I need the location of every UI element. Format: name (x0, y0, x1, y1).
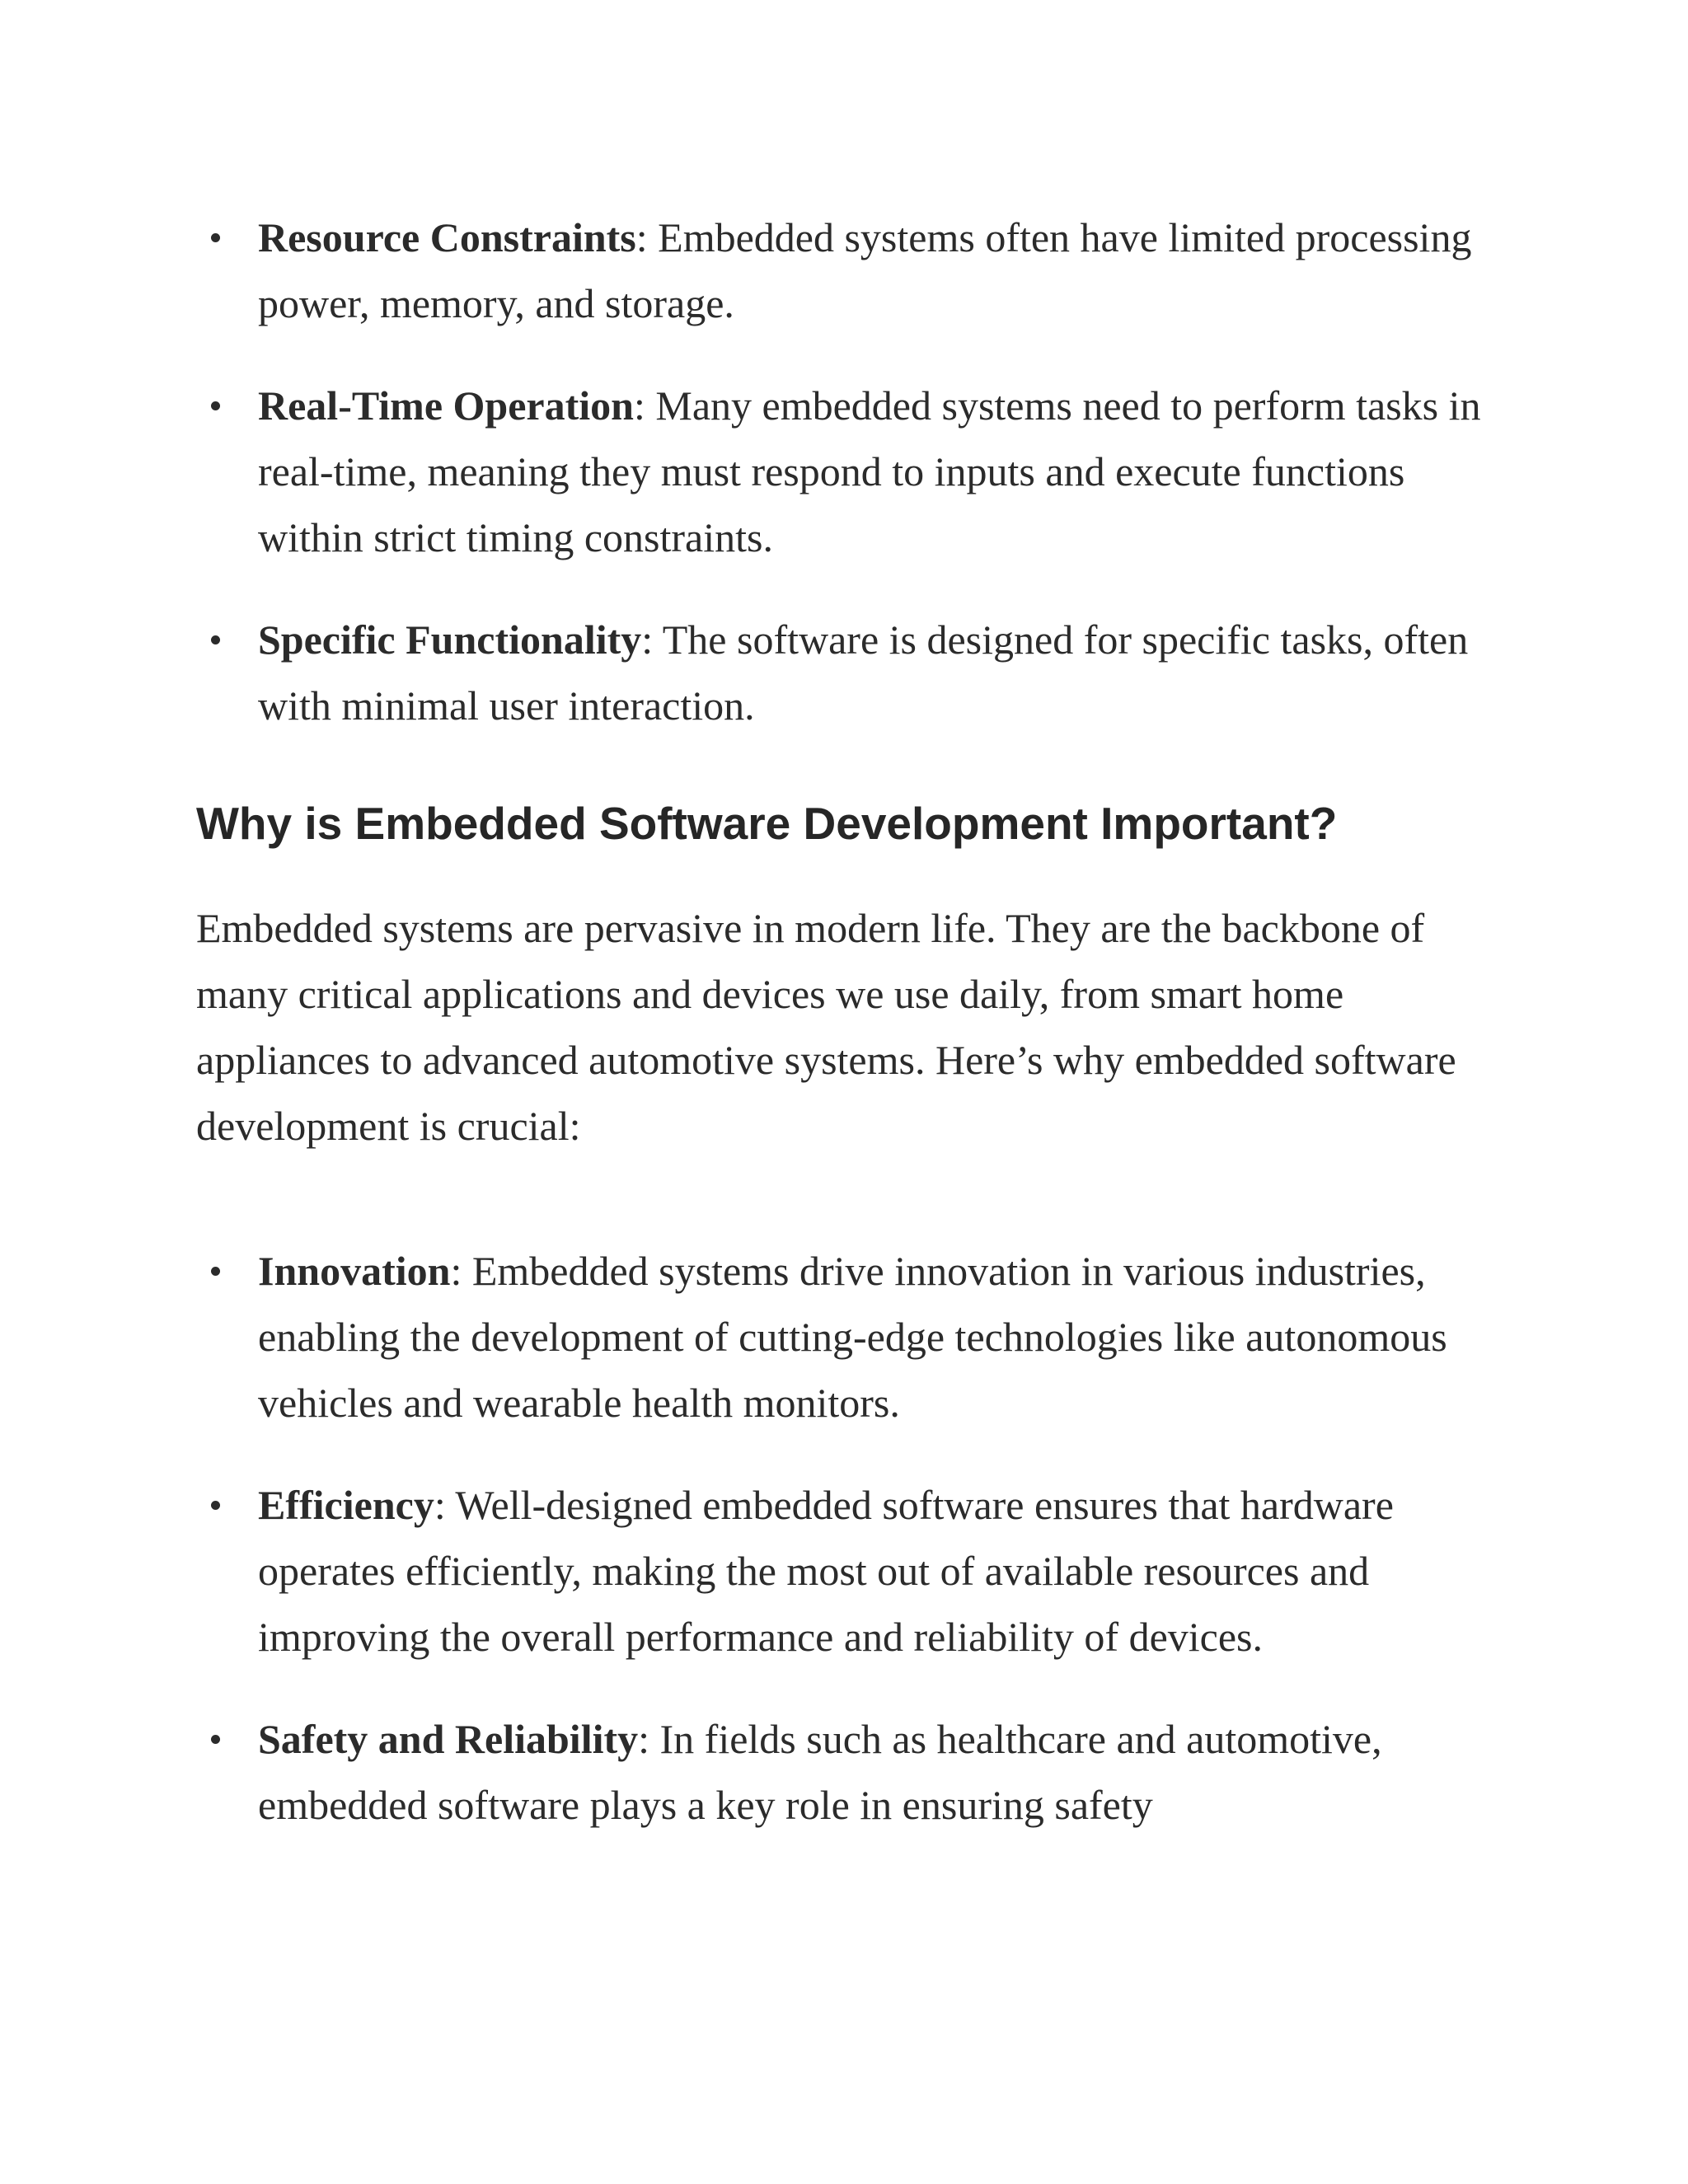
list-item-term: Resource Constraints (258, 214, 636, 260)
list-item-text: : In fields such as healthcare and automotive, embedded software plays a key role in ensuring safety (258, 1716, 1382, 1828)
list-item-safety-and-reliability (196, 1706, 1482, 1838)
bullet-icon (211, 1501, 220, 1510)
list-item-text: : Well-designed embedded software ensures that hardware operates efficiently, making the most out of available resources and improving the overall performance and reliability of devices. (258, 1482, 1394, 1660)
bullet-icon (211, 233, 220, 242)
list-item-term: Innovation (258, 1248, 451, 1294)
bullet-icon (211, 635, 220, 644)
characteristics-list (196, 204, 1482, 738)
list-item-resource-constraints (196, 204, 1482, 336)
bullet-icon (211, 401, 220, 410)
bullet-icon (211, 1267, 220, 1276)
list-item-text: : Many embedded systems need to perform tasks in real-time, meaning they must respond to inputs and execute functions within strict timing constraints. (258, 382, 1481, 560)
list-item-innovation (196, 1238, 1482, 1436)
section-paragraph: Embedded systems are pervasive in modern life. They are the backbone of many critical applications and devices we use daily, from smart home appliances to advanced automotive systems. Here’s why embedded software development is crucial: (196, 905, 1456, 1149)
importance-list (196, 1238, 1482, 1838)
list-item-term: Efficiency (258, 1482, 434, 1528)
list-item-efficiency (196, 1472, 1482, 1670)
list-item-text: : The software is designed for specific tasks, often with minimal user interaction. (258, 616, 1469, 729)
list-item-term: Specific Functionality (258, 616, 642, 663)
section-heading: Why is Embedded Software Development Important? (196, 798, 1338, 849)
list-item-real-time-operation (196, 373, 1482, 570)
bullet-icon (211, 1735, 220, 1744)
list-item-term: Real-Time Operation (258, 382, 634, 429)
list-item-text: : Embedded systems often have limited processing power, memory, and storage. (258, 214, 1472, 326)
list-item-term: Safety and Reliability (258, 1716, 639, 1762)
document-content (196, 204, 1482, 1838)
list-item-text: : Embedded systems drive innovation in various industries, enabling the development of cutting-edge technologies like autonomous vehicles and wearable health monitors. (258, 1248, 1447, 1426)
list-item-specific-functionality (196, 607, 1482, 738)
